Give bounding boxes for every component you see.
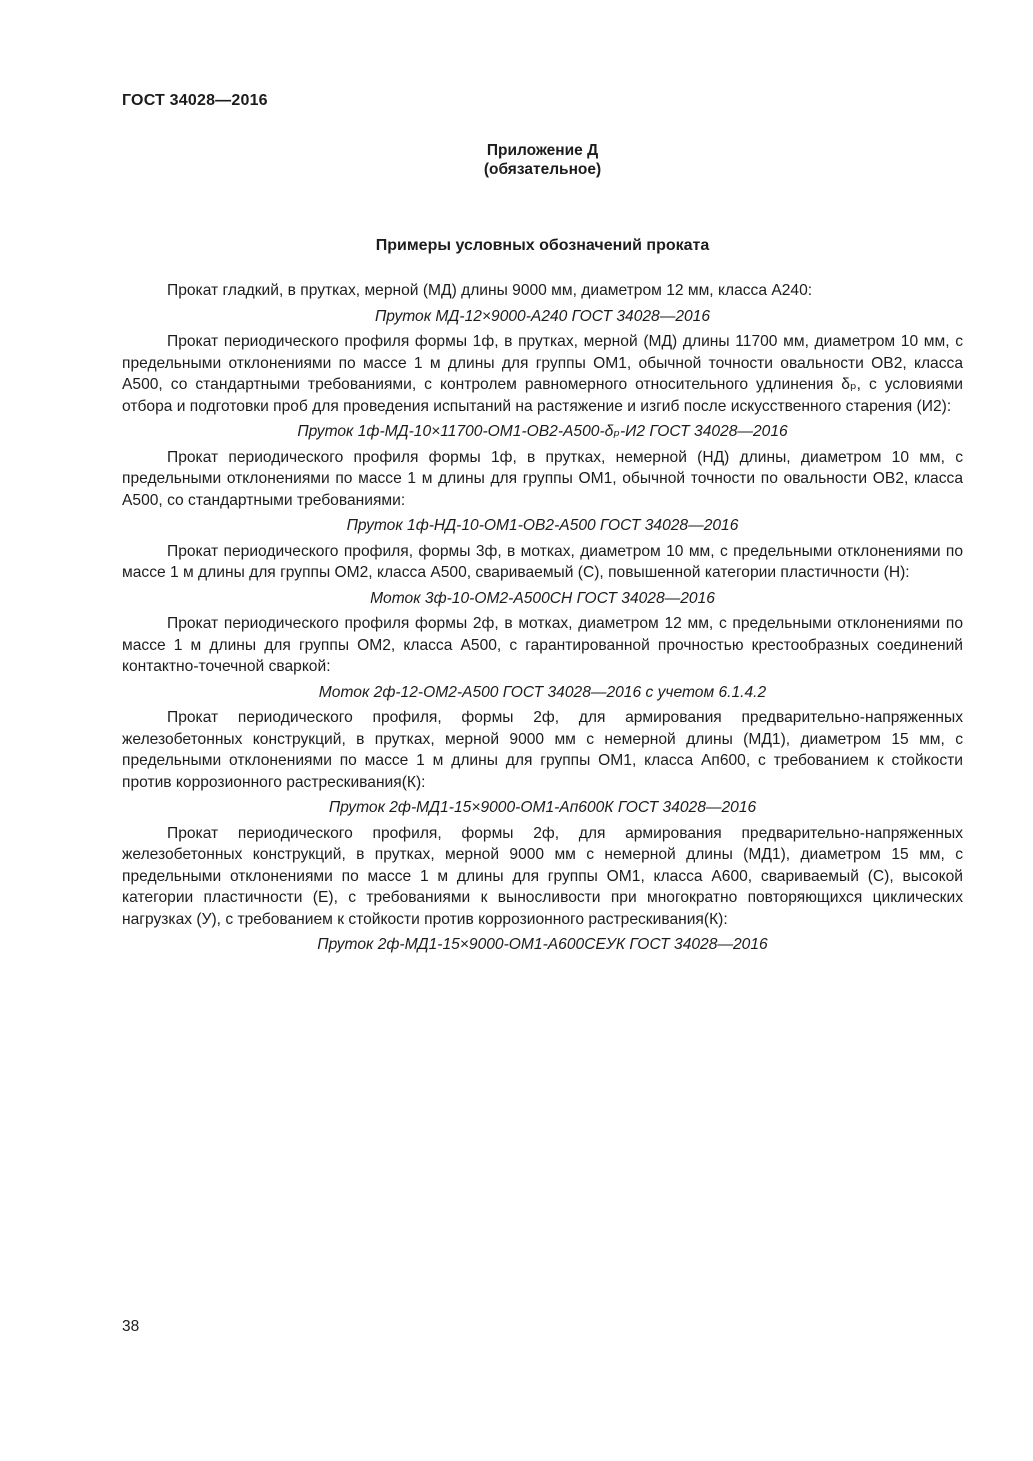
paragraph: Прокат гладкий, в прутках, мерной (МД) длины 9000 мм, диаметром 12 мм, класса А240: [167, 282, 813, 299]
appendix-title: Приложение Д [486, 142, 599, 159]
paragraph: Прокат периодического профиля формы 2ф, в мотках, диаметром 12 мм, с предельными отклонениями по массе 1 м длины для группы ОМ2, класса А500, с гарантированной прочностью крестообразных соединений контактно-точечной сваркой: [122, 615, 963, 675]
designation-formula: Моток 2ф-12-ОМ2-А500 ГОСТ 34028—2016 с учетом 6.1.4.2 [318, 683, 767, 701]
designation-formula: Пруток 1ф-МД-10×11700-ОМ1-ОВ2-А500-δₚ-И2 ГОСТ 34028—2016 [297, 423, 788, 440]
paragraph: Прокат периодического профиля, формы 3ф, в мотках, диаметром 10 мм, с предельными отклонениями по массе 1 м длины для группы ОМ2, класса А500, свариваемый (С), повышенной категории пластичности (Н): [122, 542, 963, 581]
designation-formula: Моток 3ф-10-ОМ2-А500СН ГОСТ 34028—2016 [370, 589, 715, 607]
document-body [122, 280, 963, 956]
section-title: Примеры условных обозначений проката [375, 237, 710, 254]
appendix-subtitle: (обязательное) [483, 161, 602, 178]
designation-formula: Пруток 2ф-МД1-15×9000-ОМ1-А600СЕУК ГОСТ 34028—2016 [317, 936, 768, 953]
paragraph: Прокат периодического профиля формы 1ф, в прутках, немерной (НД) длины, диаметром 10 мм, с предельными отклонениями по массе 1 м длины для группы ОМ1, обычной точности по овальности ОВ2, класса А500, со стандартными требованиями: [122, 448, 963, 509]
designation-formula: Пруток 1ф-НД-10-ОМ1-ОВ2-А500 ГОСТ 34028—2016 [346, 517, 739, 534]
designation-formula: Пруток МД-12×9000-А240 ГОСТ 34028—2016 [374, 307, 711, 325]
paragraph: Прокат периодического профиля, формы 2ф, для армирования предварительно-напряженных железобетонных конструкций, в прутках, мерной 9000 мм с немерной длины (МД1), диаметром 15 мм, с предельными отклонениями по массе 1 м длины для группы ОМ1, класса Ап600, с требованием к стойкости против коррозионного растрескивания(К): [122, 709, 963, 791]
document-header: ГОСТ 34028—2016 [122, 92, 268, 109]
designation-formula: Пруток 2ф-МД1-15×9000-ОМ1-Ап600К ГОСТ 34028—2016 [328, 799, 757, 816]
paragraph: Прокат периодического профиля формы 1ф, в прутках, мерной (МД) длины 11700 мм, диаметром 10 мм, с предельными отклонениями по массе 1 м длины для группы ОМ1, обычной точности овальности ОВ2, класса А500, со стандартными требованиями, с контролем равномерного относительного удлинения δₚ, с условиями отбора и подготовки проб для проведения испытаний на растяжение и изгиб после искусственного старения (И2): [122, 333, 963, 415]
paragraph: Прокат периодического профиля, формы 2ф, для армирования предварительно-напряженных железобетонных конструкций, в прутках, мерной 9000 мм с немерной длины (МД1), диаметром 15 мм, с предельными отклонениями по массе 1 м длины для группы ОМ1, класса А600, свариваемый (С), высокой категории пластичности (Е), с требованиями к выносливости при многократно повторяющихся циклических нагрузках (У), с требованием к стойкости против коррозионного растрескивания(К): [122, 824, 963, 928]
appendix-heading [122, 141, 963, 179]
page-number: 38 [122, 1318, 140, 1335]
